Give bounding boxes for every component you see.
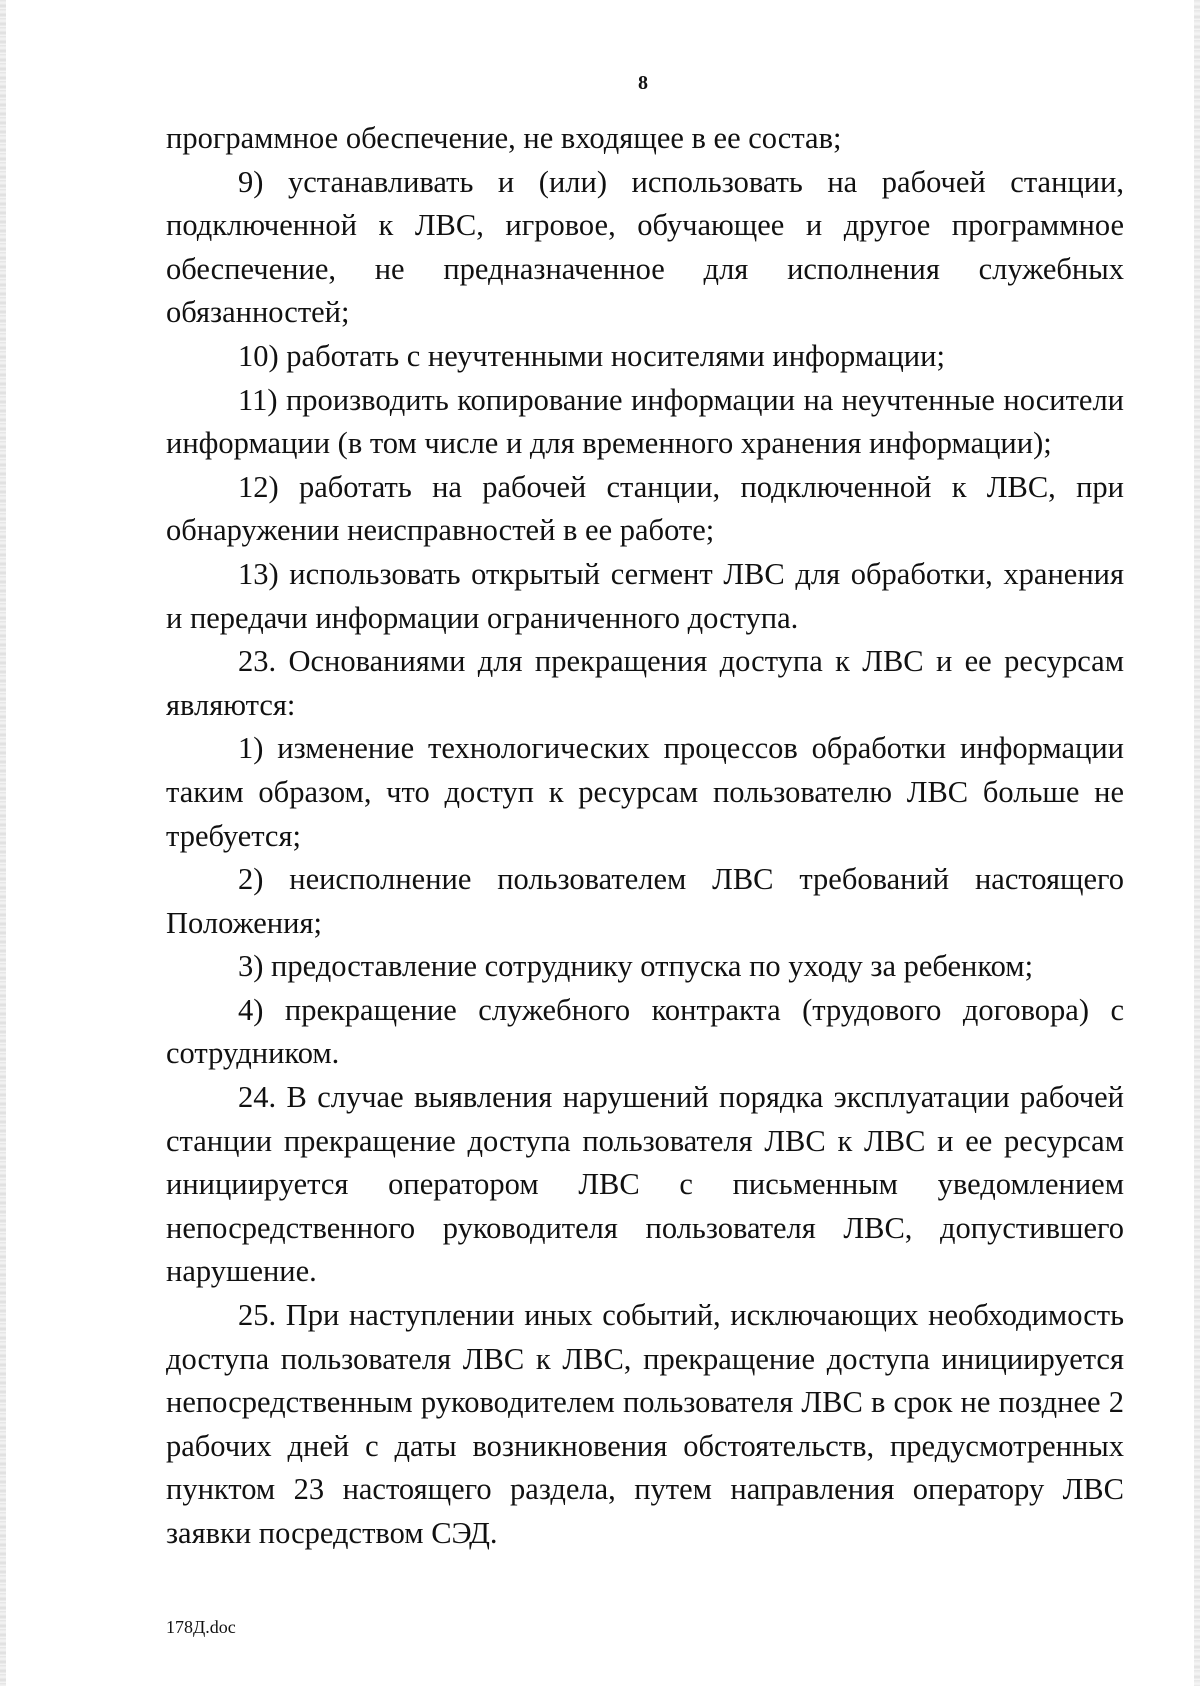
footer-filename: 178Д.doc <box>166 1617 236 1637</box>
paragraph-23-item-1: 1) изменение технологических процессов обработки информации таким образом, что доступ к ресурсам пользователю ЛВС больше не требуется; <box>166 731 1124 853</box>
paragraph-item-9: 9) устанавливать и (или) использовать на рабочей станции, подключенной к ЛВС, игровое, обучающее и другое программное обеспечение, не предназначенное для исполнения служебных обязанностей; <box>166 164 1124 330</box>
paragraph-23-item-2: 2) неисполнение пользователем ЛВС требований настоящего Положения; <box>166 862 1124 940</box>
paragraph-section-25: 25. При наступлении иных событий, исключающих необходимость доступа пользователя ЛВС к ЛВС, прекращение доступа инициируется непосредственным руководителем пользователя ЛВС в срок не позднее 2 рабочих дней с даты возникновения обстоятельств, предусмотренных пунктом 23 настоящего раздела, путем направления оператору ЛВС заявки посредством СЭД. <box>166 1298 1124 1550</box>
paragraph-item-11: 11) производить копирование информации на неучтенные носители информации (в том числе и для временного хранения информации); <box>166 382 1124 461</box>
paragraph-section-23: 23. Основаниями для прекращения доступа к ЛВС и ее ресурсам являются: <box>166 644 1124 722</box>
paragraph-item-13: 13) использовать открытый сегмент ЛВС для обработки, хранения и передачи информации ограниченного доступа. <box>166 556 1124 635</box>
paragraph-continuation: программное обеспечение, не входящее в ее состав; <box>166 121 842 155</box>
paragraph-item-10: 10) работать с неучтенными носителями информации; <box>238 338 945 373</box>
document-body <box>166 117 1124 1556</box>
scan-edge-left <box>0 0 6 1686</box>
paragraph-23-item-4: 4) прекращение служебного контракта (трудового договора) с сотрудником. <box>166 992 1124 1071</box>
paragraph-item-12: 12) работать на рабочей станции, подключенной к ЛВС, при обнаружении неисправностей в ее работе; <box>166 469 1124 548</box>
paragraph-23-item-3: 3) предоставление сотруднику отпуска по уходу за ребенком; <box>238 949 1034 984</box>
paragraph-section-24: 24. В случае выявления нарушений порядка эксплуатации рабочей станции прекращение доступа пользователя ЛВС к ЛВС и ее ресурсам инициируется оператором ЛВС с письменным уведомлением непосредственного руководителя пользователя ЛВС, допустившего нарушение. <box>166 1080 1124 1289</box>
page-number: 8 <box>638 72 648 94</box>
scan-edge-right <box>1194 0 1200 1686</box>
